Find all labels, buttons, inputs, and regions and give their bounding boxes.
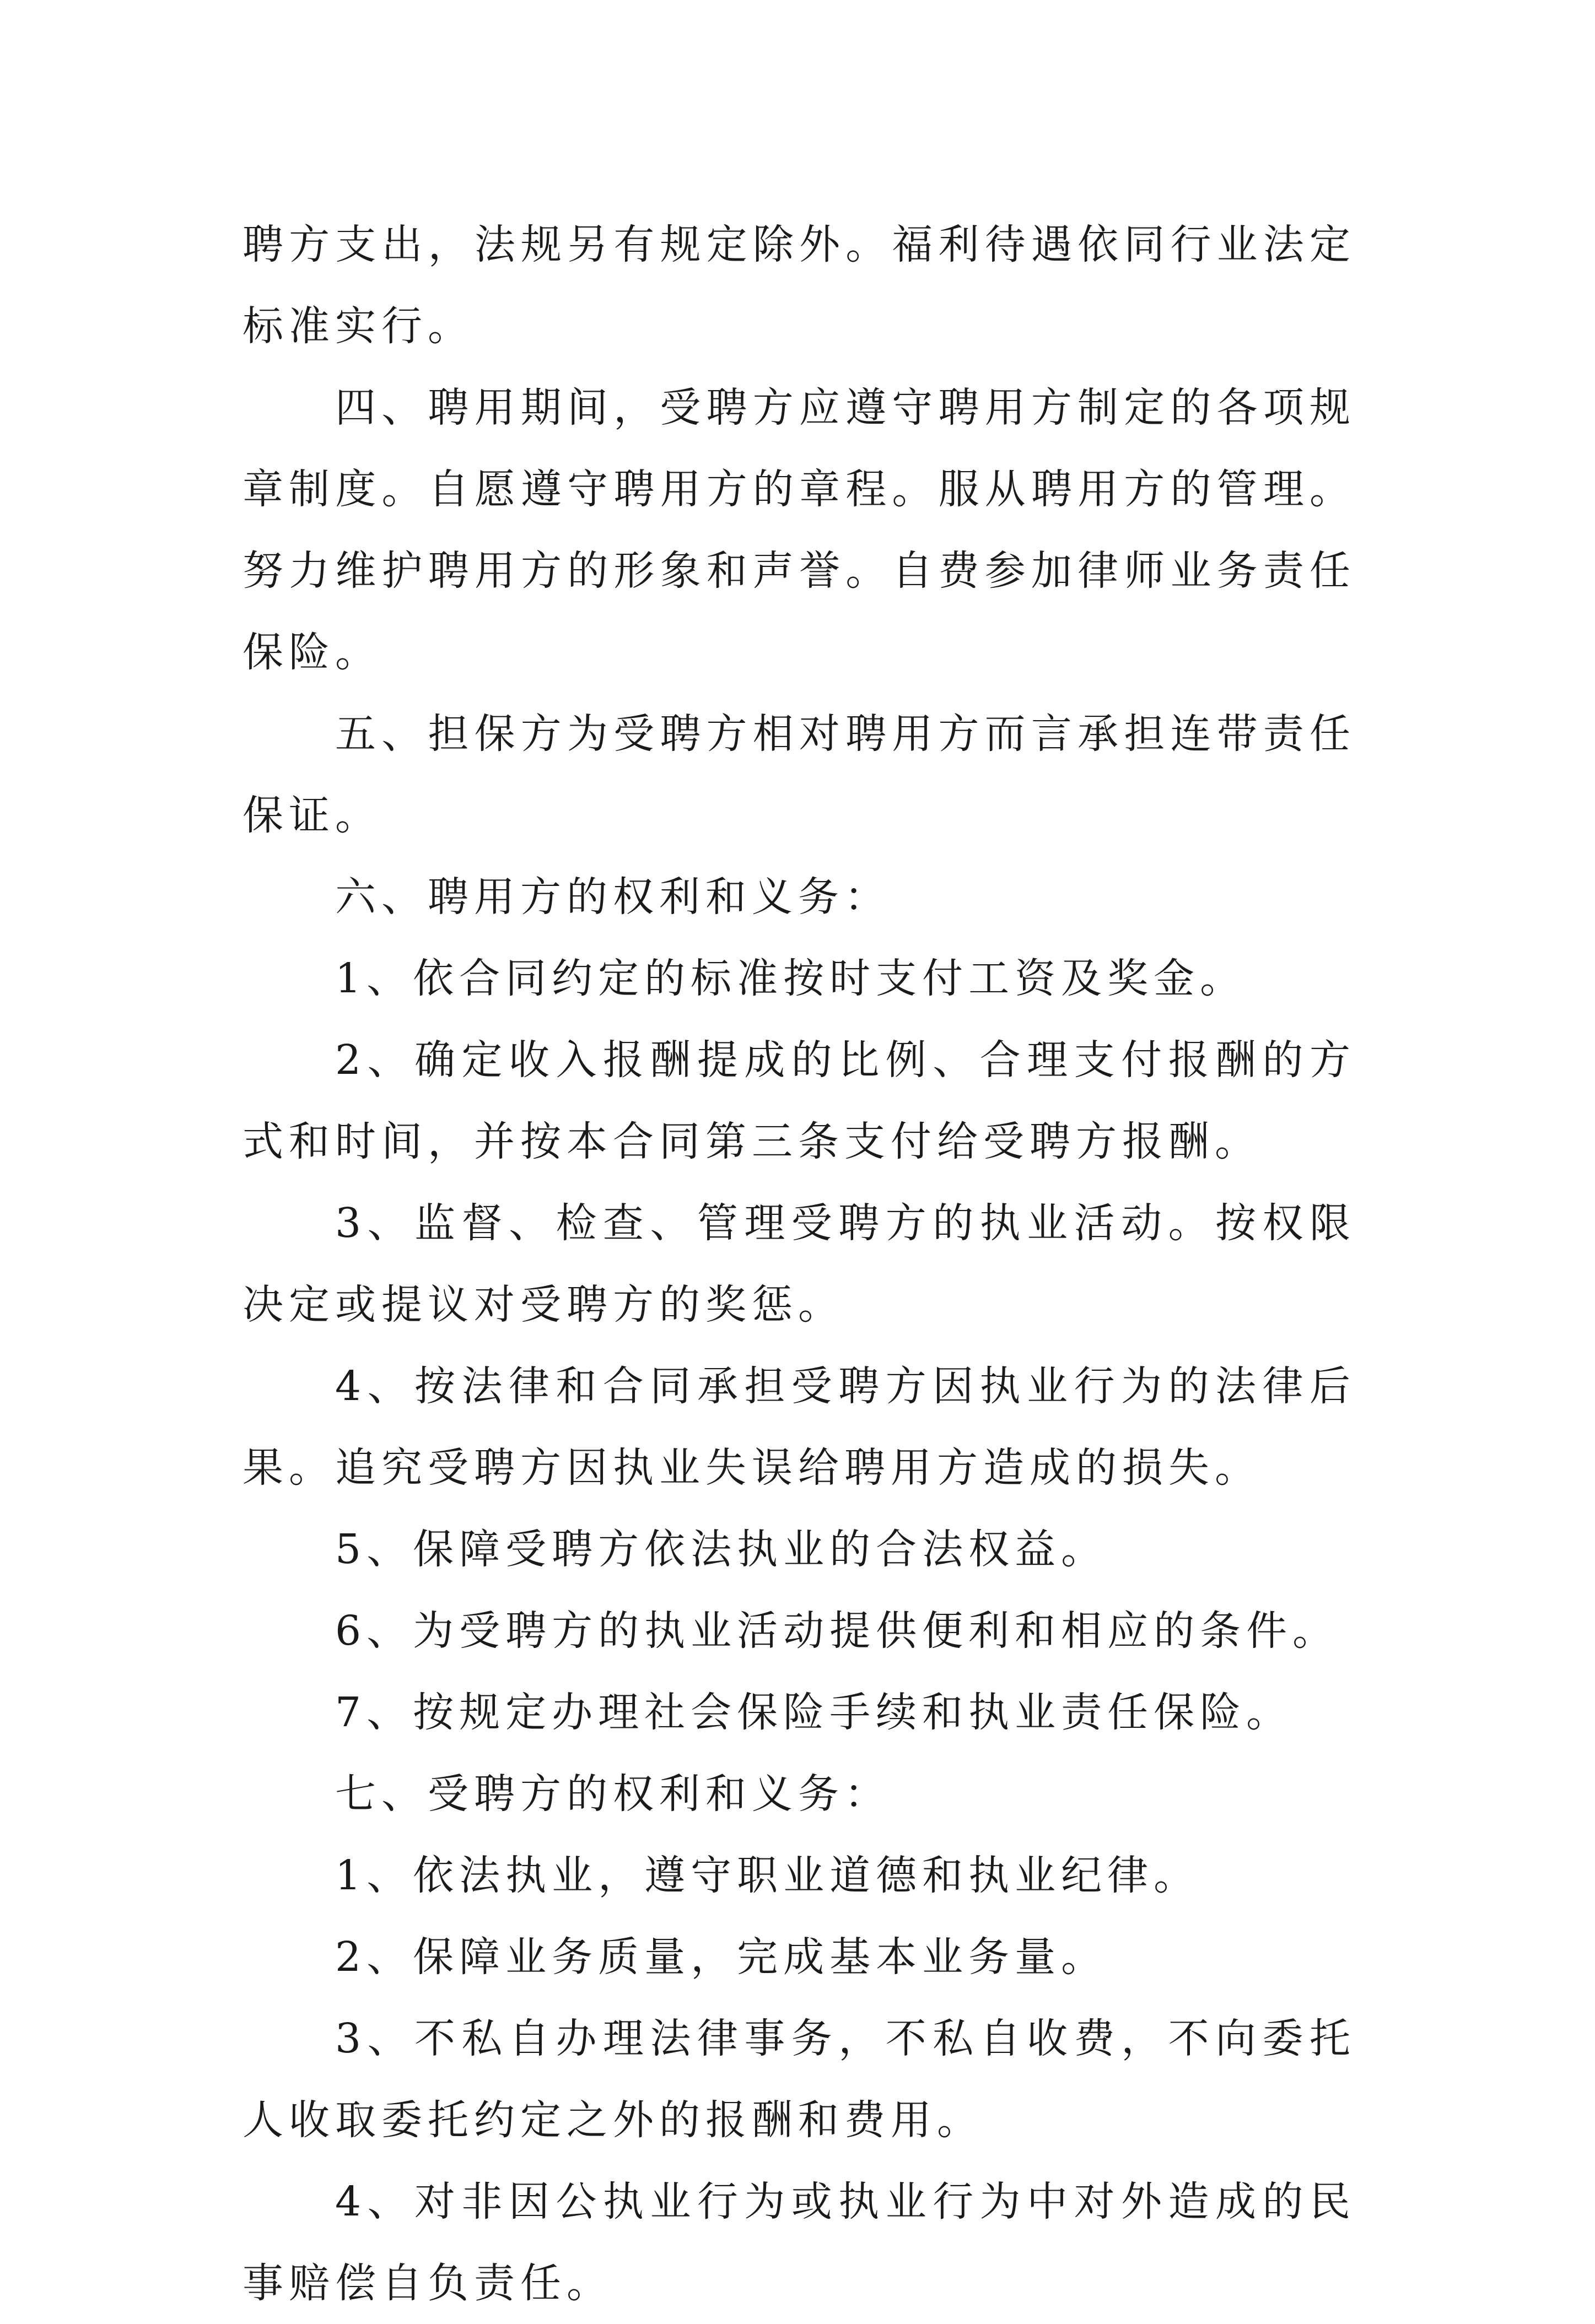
paragraph-article-6-item-1: 1、依合同约定的标准按时支付工资及奖金。: [335, 955, 1247, 1002]
paragraph-article-6-item-4: 4、按法律和合同承担受聘方因执业行为的法律后果。追究受聘方因执业失误给聘用方造成的损失。: [243, 1363, 1356, 1491]
paragraph-article-7-item-4: 4、对非因公执业行为或执业行为中对外造成的民事赔偿自负责任。: [243, 2178, 1356, 2307]
paragraph-article-4: 四、聘用期间，受聘方应遵守聘用方制定的各项规章制度。自愿遵守聘用方的章程。服从聘用方的管理。努力维护聘用方的形象和声誉。自费参加律师业务责任保险。: [243, 384, 1356, 676]
paragraph-article-7-item-1: 1、依法执业，遵守职业道德和执业纪律。: [335, 1852, 1200, 1899]
paragraph-article-7-item-2: 2、保障业务质量，完成基本业务量。: [335, 1933, 1108, 1981]
document-body: [243, 204, 1356, 2324]
paragraph-article-6-item-6: 6、为受聘方的执业活动提供便利和相应的条件。: [335, 1607, 1339, 1655]
paragraph-article-5: 五、担保方为受聘方相对聘用方而言承担连带责任保证。: [243, 710, 1356, 839]
heading-article-6: 六、聘用方的权利和义务：: [335, 873, 891, 921]
heading-article-7: 七、受聘方的权利和义务：: [335, 1770, 891, 1818]
paragraph-continuation: 聘方支出，法规另有规定除外。福利待遇依同行业法定标准实行。: [243, 221, 1356, 350]
paragraph-article-7-item-3: 3、不私自办理法律事务，不私自收费，不向委托人收取委托约定之外的报酬和费用。: [243, 2015, 1356, 2144]
paragraph-article-6-item-5: 5、保障受聘方依法执业的合法权益。: [335, 1526, 1108, 1573]
paragraph-article-6-item-2: 2、确定收入报酬提成的比例、合理支付报酬的方式和时间，并按本合同第三条支付给受聘方报酬。: [243, 1036, 1356, 1165]
paragraph-article-6-item-7: 7、按规定办理社会保险手续和执业责任保险。: [335, 1689, 1293, 1736]
paragraph-article-6-item-3: 3、监督、检查、管理受聘方的执业活动。按权限决定或提议对受聘方的奖惩。: [243, 1199, 1356, 1328]
